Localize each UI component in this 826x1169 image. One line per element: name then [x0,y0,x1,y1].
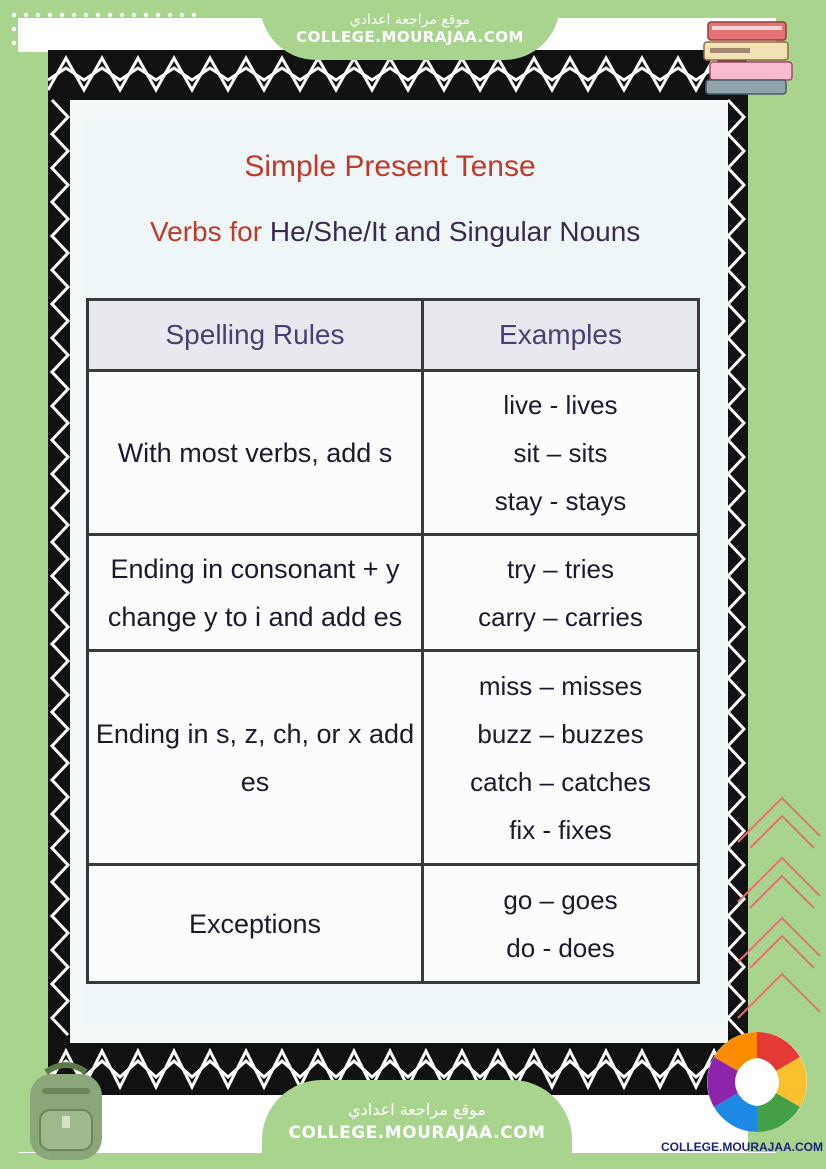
watermark-arabic-top: موقع مراجعة اعدادي [349,12,471,28]
page-title: Simple Present Tense [244,150,536,183]
dot-pattern [8,8,198,54]
examples-cell [423,865,699,983]
rule-text-line1: Ending in consonant + y [110,553,400,584]
example-item: miss – misses [478,670,643,701]
example-item: live - lives [503,389,618,420]
example-item: go – goes [503,884,618,915]
left-green-strip [18,52,48,1152]
rule-cell [88,535,423,651]
page-subtitle [150,216,650,248]
examples-cell [423,371,699,535]
watermark-arabic-bottom: موقع مراجعة اعدادي [348,1100,486,1119]
table-row [88,371,699,535]
rule-cell [88,651,423,865]
table-row [88,865,699,983]
example-item: catch – catches [470,766,651,797]
example-item: sit – sits [513,437,608,468]
subtitle-prefix: Verbs for [150,216,270,247]
site-logo-text: COLLEGE.MOURAJAA.COM [661,1140,823,1154]
header-examples: Examples [423,300,699,371]
table-row [88,651,699,865]
rule-cell [88,865,423,983]
examples-cell [423,535,699,651]
watermark-site-bottom: COLLEGE.MOURAJAA.COM [288,1123,546,1143]
rule-text: Exceptions [188,908,322,939]
site-watermark-top [260,4,560,60]
example-item: stay - stays [494,485,627,516]
chevron-arrows-icon [730,792,822,1022]
rule-cell [88,371,423,535]
watermark-site-top: COLLEGE.MOURAJAA.COM [296,28,524,46]
example-item: do - does [506,932,615,963]
table-row [88,535,699,651]
example-item: buzz – buzzes [477,718,644,749]
site-watermark-bottom [262,1080,572,1165]
example-item: try – tries [507,553,614,584]
rule-text: Ending in s, z, ch, or x add es [95,718,415,797]
books-icon [700,12,800,100]
example-item: fix - fixes [509,814,612,845]
rule-text: With most verbs, add s [117,437,393,468]
backpack-icon [16,1058,116,1166]
spelling-rules-table [86,298,700,984]
rule-text-line2: change y to i and add es [107,601,403,632]
table-header-row [88,300,699,371]
example-item: carry – carries [478,601,643,632]
subtitle-main: He/She/It and Singular Nouns [269,216,641,247]
tribal-stroke [48,1061,748,1077]
header-spelling-rules: Spelling Rules [88,300,423,371]
school-circle-logo-icon [694,1026,820,1138]
examples-cell [423,651,699,865]
tribal-stroke [52,100,68,1035]
